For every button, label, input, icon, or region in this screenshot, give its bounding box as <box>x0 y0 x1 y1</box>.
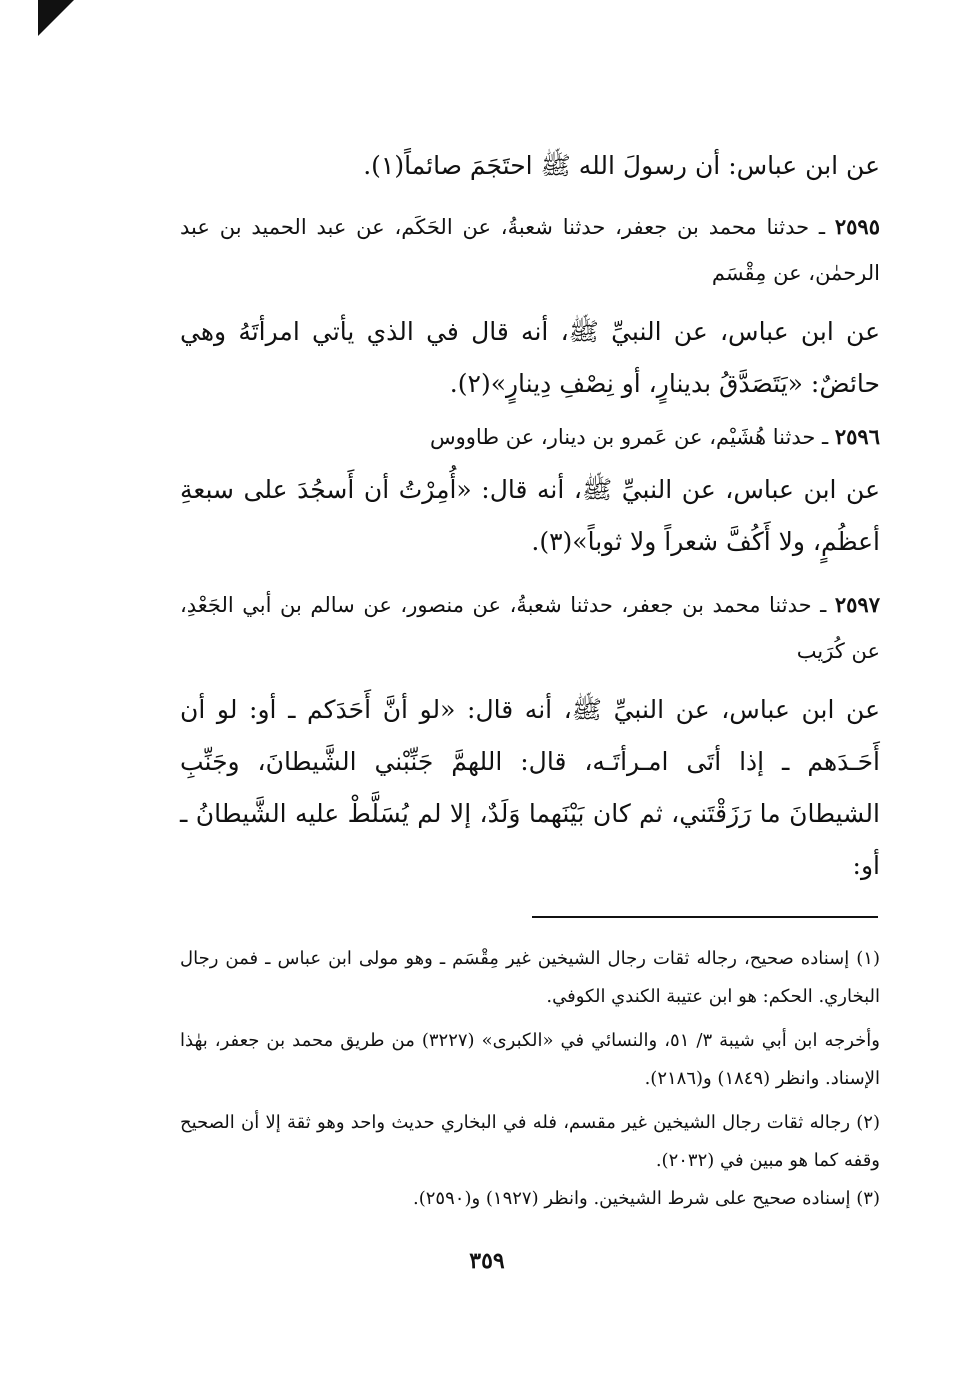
isnad-text: ـ حدثنا هُشَيْم، عن عَمرو بن دينار، عن طاووس <box>430 425 835 449</box>
hadith-number: ٢٥٩٧ <box>834 592 880 617</box>
footnotes <box>180 940 880 1218</box>
main-text <box>180 140 880 892</box>
footnote-separator <box>532 916 878 918</box>
footnote: وأخرجه ابن أبي شيبة ٣/ ٥١، والنسائي في «الكبرى» (٣٢٢٧) من طريق محمد بن جعفر، بهٰذا الإسناد. وانظر (١٨٤٩) و(٢١٨٦). <box>180 1030 880 1089</box>
hadith-matn: عن ابن عباس: أن رسولَ الله ﷺ احتَجَمَ صائماً(١). <box>363 151 880 180</box>
isnad-text: ـ حدثنا محمد بن جعفر، حدثنا شعبةُ، عن الحَكَم، عن عبد الحميد بن عبد الرحمٰن، عن مِقْسَم <box>180 215 880 285</box>
hadith-isnad <box>180 204 880 296</box>
footnote: (١) إسناده صحيح، رجاله ثقات رجال الشيخين غير مِقْسَم ـ وهو مولى ابن عباس ـ فمن رجال البخاري. الحكم: هو ابن عتيبة الكندي الكوفي. <box>180 948 880 1007</box>
hadith-isnad <box>180 414 880 460</box>
hadith-number: ٢٥٩٥ <box>834 214 880 239</box>
footnote: (٣) إسناده صحيح على شرط الشيخين. وانظر (١٩٢٧) و(٢٥٩٠). <box>413 1188 880 1209</box>
footnote: (٢) رجاله ثقات رجال الشيخين غير مقسم، فله في البخاري حديث واحد وهو ثقة إلا أن الصحيح وقفه كما هو مبين في (٢٠٣٢). <box>180 1112 880 1171</box>
page-number: ٣٥٩ <box>469 1248 505 1274</box>
hadith-matn: عن ابن عباس، عن النبيِّ ﷺ، أنه قال: «لو أنَّ أَحَدَكم ـ أو: لو أن أَحَـدَهم ـ إذا أتَى امـرأتَـه، قال: اللهمَّ جَنِّبْني الشَّيطانَ، وجَنِّبِ الشيطانَ ما رَزَقْتَني، ثم كان بَيْنَهما وَلَدٌ، إلا لم يُسَلَّطْ عليه الشَّيطانُ ـ أو: <box>180 695 880 880</box>
hadith-matn: عن ابن عباس، عن النبيِّ ﷺ، أنه قال في الذي يأتي امرأتَهُ وهي حائضٌ: «يَتَصَدَّقُ بدينارٍ، أو نِصْفِ دِينارٍ»(٢). <box>180 317 880 398</box>
hadith-isnad <box>180 582 880 674</box>
hadith-number: ٢٥٩٦ <box>834 424 880 449</box>
isnad-text: ـ حدثنا محمد بن جعفر، حدثنا شعبةُ، عن منصور، عن سالم بن أبي الجَعْدِ، عن كُرَيب <box>180 593 880 663</box>
hadith-matn: عن ابن عباس، عن النبيِّ ﷺ، أنه قال: «أُمِرْتُ أن أَسجُدَ على سبعةِ أعظُمٍ، ولا أَكُفَّ شعراً ولا ثوباً»(٣). <box>180 475 880 556</box>
page-corner-mark <box>38 0 74 36</box>
